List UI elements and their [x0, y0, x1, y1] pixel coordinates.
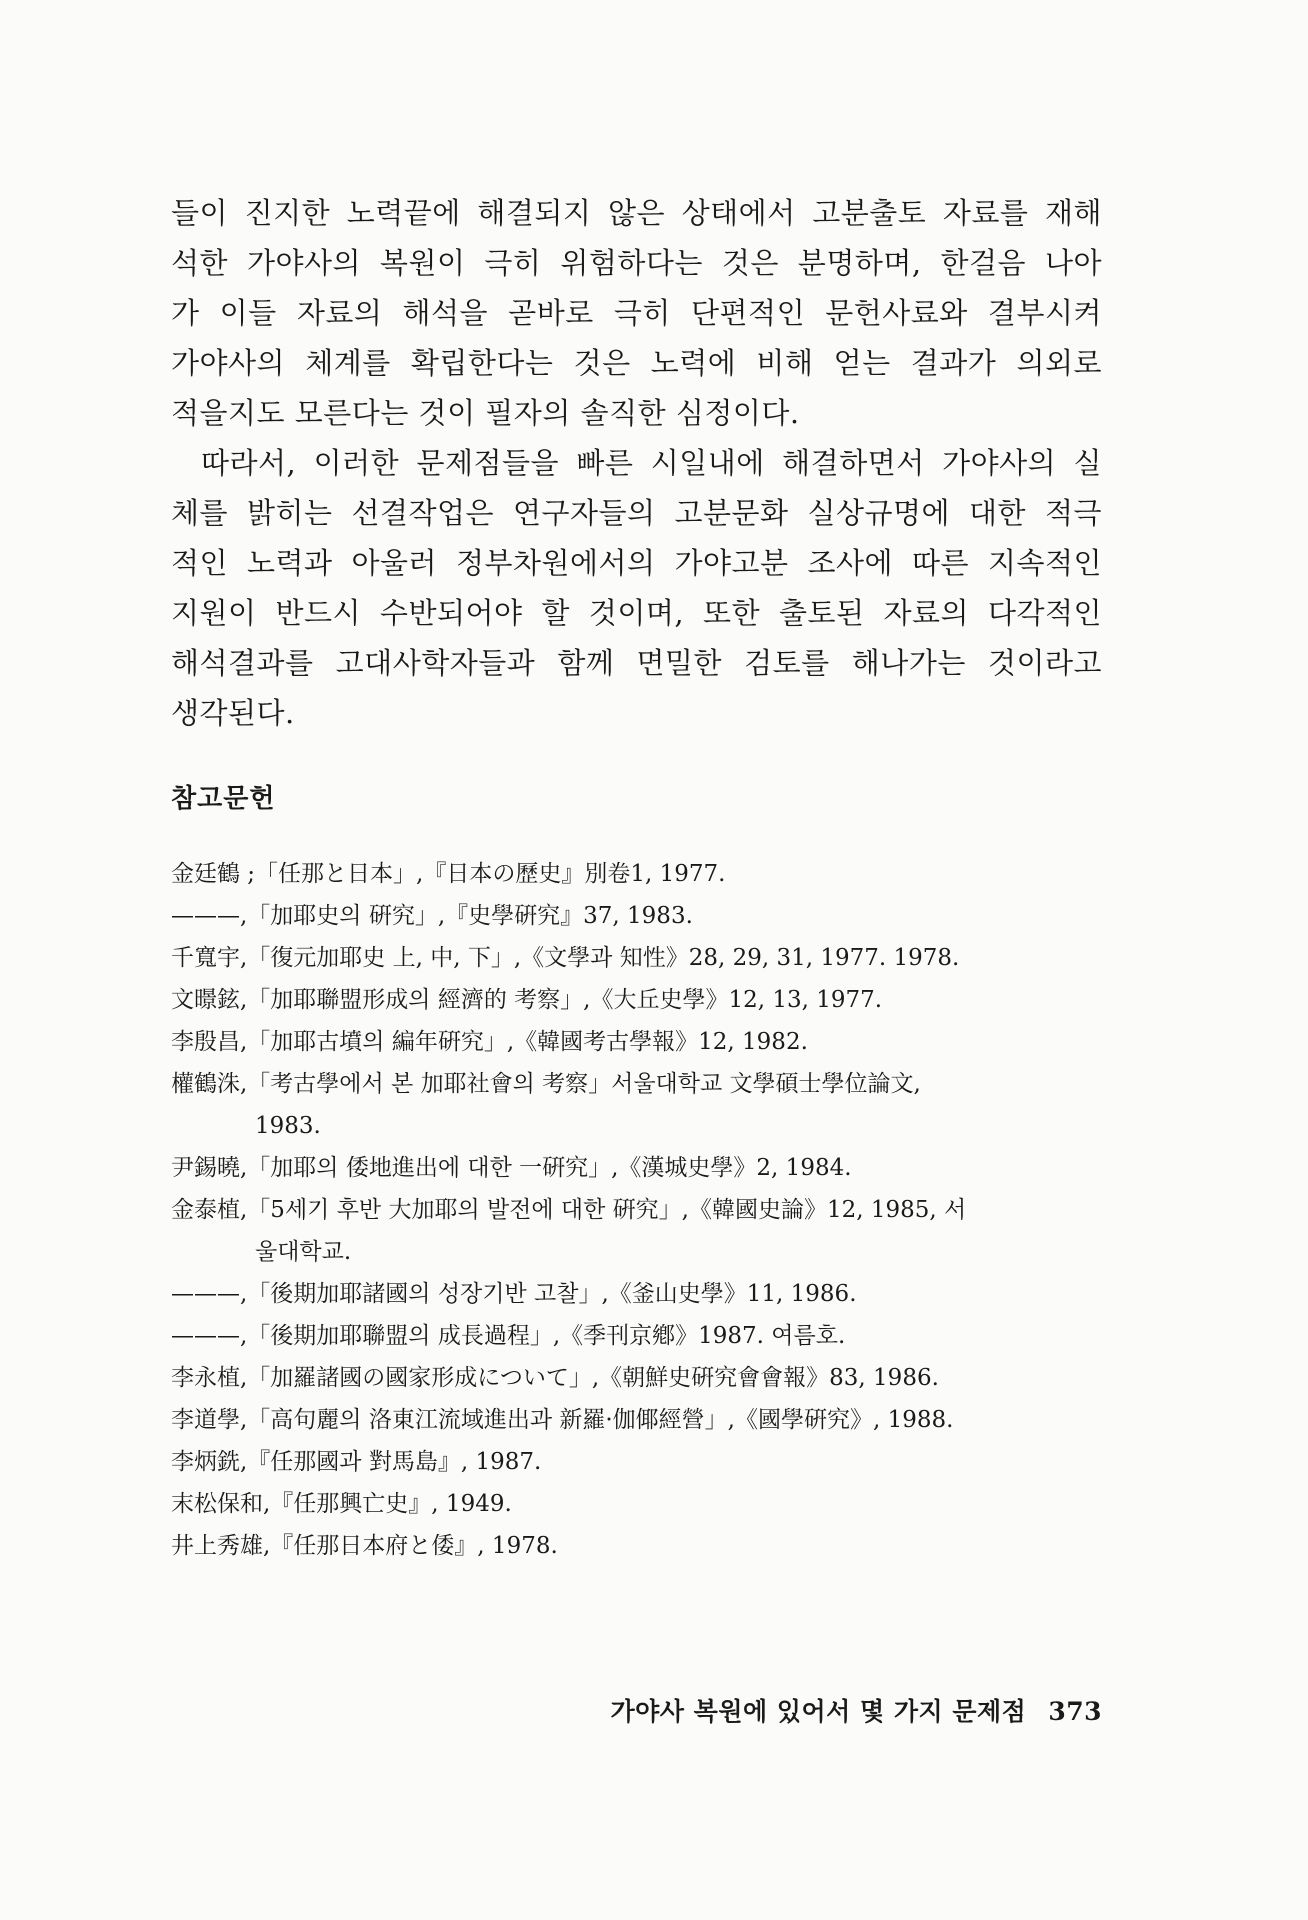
- reference-continuation: 울대학교.: [255, 1239, 352, 1265]
- reference-item: 井上秀雄,『任那日本府と倭』, 1978.: [171, 1533, 558, 1559]
- reference-continuation: 1983.: [255, 1113, 321, 1139]
- reference-item: ———,「加耶史의 硏究」,『史學硏究』37, 1983.: [171, 903, 693, 929]
- body-line: 해석결과를 고대사학자들과 함께 면밀한 검토를 해나가는 것이라고: [171, 646, 1102, 680]
- reference-item: 權鶴洙,「考古學에서 본 加耶社會의 考察」서울대학교 文學碩士學位論文,: [171, 1071, 921, 1097]
- body-line: 따라서, 이러한 문제점들을 빠른 시일내에 해결하면서 가야사의 실: [201, 446, 1102, 480]
- body-line: 석한 가야사의 복원이 극히 위험하다는 것은 분명하며, 한걸음 나아: [171, 246, 1102, 280]
- reference-item: 金泰植,「5세기 후반 大加耶의 발전에 대한 硏究」,《韓國史論》12, 1985, 서: [171, 1197, 967, 1223]
- reference-item: 李炳銑,『任那國과 對馬島』, 1987.: [171, 1449, 542, 1475]
- body-line: 들이 진지한 노력끝에 해결되지 않은 상태에서 고분출토 자료를 재해: [171, 196, 1102, 230]
- body-line: 적을지도 모른다는 것이 필자의 솔직한 심정이다.: [171, 396, 800, 430]
- reference-item: ———,「後期加耶諸國의 성장기반 고찰」,《釜山史學》11, 1986.: [171, 1281, 857, 1307]
- body-line: 적인 노력과 아울러 정부차원에서의 가야고분 조사에 따른 지속적인: [171, 546, 1102, 580]
- reference-item: 千寬宇,「復元加耶史 上, 中, 下」,《文學과 知性》28, 29, 31, 1977. 1978.: [171, 945, 960, 971]
- reference-item: 尹錫曉,「加耶의 倭地進出에 대한 一硏究」,《漢城史學》2, 1984.: [171, 1155, 852, 1181]
- page-footer: [580, 1692, 1102, 1728]
- body-line: 체를 밝히는 선결작업은 연구자들의 고분문화 실상규명에 대한 적극: [171, 496, 1102, 530]
- reference-item: ———,「後期加耶聯盟의 成長過程」,《季刊京鄕》1987. 여름호.: [171, 1323, 846, 1349]
- running-title: 가야사 복원에 있어서 몇 가지 문제점: [610, 1697, 1027, 1726]
- body-line: 생각된다.: [171, 696, 295, 730]
- reference-item: 金廷鶴 ;「任那と日本」,『日本の歷史』別卷1, 1977.: [171, 861, 726, 887]
- page-number: 373: [1048, 1697, 1102, 1726]
- reference-item: 末松保和,『任那興亡史』, 1949.: [171, 1491, 512, 1517]
- references-list: [171, 853, 1102, 1567]
- reference-item: 李殷昌,「加耶古墳의 編年硏究」,《韓國考古學報》12, 1982.: [171, 1029, 808, 1055]
- body-line: 지원이 반드시 수반되어야 할 것이며, 또한 출토된 자료의 다각적인: [171, 596, 1102, 630]
- references-heading: 참고문헌: [171, 784, 276, 814]
- reference-item: 文暻鉉,「加耶聯盟形成의 經濟的 考察」,《大丘史學》12, 13, 1977.: [171, 987, 883, 1013]
- body-line: 가야사의 체계를 확립한다는 것은 노력에 비해 얻는 결과가 의외로: [171, 346, 1102, 380]
- reference-item: 李道學,「高句麗의 洛東江流域進出과 新羅·伽倻經營」,《國學硏究》, 1988.: [171, 1407, 954, 1433]
- body-paragraphs: [171, 188, 1102, 738]
- body-line: 가 이들 자료의 해석을 곧바로 극히 단편적인 문헌사료와 결부시켜: [171, 296, 1102, 330]
- reference-item: 李永植,「加羅諸國の國家形成について」,《朝鮮史硏究會會報》83, 1986.: [171, 1365, 939, 1391]
